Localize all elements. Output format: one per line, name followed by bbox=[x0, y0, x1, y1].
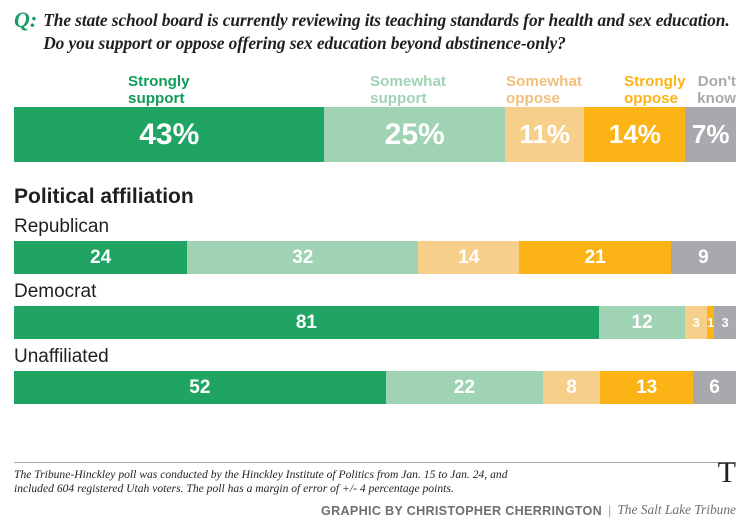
democrat-seg-somewhat-support: 12 bbox=[599, 306, 686, 339]
unaffiliated-stacked-bar bbox=[14, 371, 736, 404]
tribune-logo-icon: T bbox=[717, 456, 736, 489]
question-block bbox=[14, 0, 736, 59]
overall-seg-strongly-oppose: 14% bbox=[584, 107, 685, 162]
republican-stacked-bar bbox=[14, 241, 736, 274]
overall-seg-strongly-support: 43% bbox=[14, 107, 324, 162]
republican-seg-strongly-support: 24 bbox=[14, 241, 187, 274]
unaffiliated-seg-strongly-support: 52 bbox=[14, 371, 386, 404]
legend-item-somewhat-support: Somewhat support bbox=[370, 73, 446, 107]
publication-name: The Salt Lake Tribune bbox=[617, 502, 736, 517]
republican-seg-somewhat-oppose: 14 bbox=[418, 241, 519, 274]
footer bbox=[14, 456, 736, 518]
methodology-note: The Tribune-Hinckley poll was conducted by the Hinckley Institute of Politics from Jan. 15 to Jan. 24, and included 604 registered Utah voters. The poll has a margin of error of +/- 4 percentage points. bbox=[14, 468, 508, 495]
legend-item-dont-know: Don't know bbox=[697, 73, 736, 107]
group-label-democrat: Democrat bbox=[14, 281, 97, 302]
credit-separator: | bbox=[608, 504, 612, 518]
democrat-seg-strongly-oppose: 1 bbox=[707, 306, 714, 339]
question-text: The state school board is currently reviewing its teaching standards for health and sex education. Do you support or oppose offering sex education beyond abstinence-only? bbox=[43, 10, 730, 53]
section-title: Political affiliation bbox=[14, 185, 194, 208]
unaffiliated-seg-somewhat-support: 22 bbox=[386, 371, 543, 404]
unaffiliated-seg-strongly-oppose: 13 bbox=[600, 371, 693, 404]
republican-seg-somewhat-support: 32 bbox=[187, 241, 418, 274]
question-marker: Q: bbox=[14, 7, 38, 32]
unaffiliated-seg-somewhat-oppose: 8 bbox=[543, 371, 600, 404]
democrat-seg-somewhat-oppose: 3 bbox=[685, 306, 707, 339]
footer-divider bbox=[14, 462, 736, 463]
democrat-seg-strongly-support: 81 bbox=[14, 306, 599, 339]
republican-seg-strongly-oppose: 21 bbox=[519, 241, 671, 274]
republican-seg-dont-know: 9 bbox=[671, 241, 736, 274]
legend-item-strongly-support: Strongly support bbox=[128, 73, 190, 107]
overall-seg-somewhat-support: 25% bbox=[324, 107, 505, 162]
legend bbox=[14, 61, 736, 107]
unaffiliated-seg-dont-know: 6 bbox=[693, 371, 736, 404]
legend-item-strongly-oppose: Strongly oppose bbox=[624, 73, 686, 107]
democrat-stacked-bar bbox=[14, 306, 736, 339]
credit-row bbox=[14, 502, 736, 518]
overall-seg-dont-know: 7% bbox=[685, 107, 736, 162]
democrat-seg-dont-know: 3 bbox=[714, 306, 736, 339]
legend-item-somewhat-oppose: Somewhat oppose bbox=[506, 73, 582, 107]
graphic-credit: GRAPHIC BY CHRISTOPHER CHERRINGTON bbox=[321, 504, 603, 518]
overall-seg-somewhat-oppose: 11% bbox=[505, 107, 584, 162]
overall-stacked-bar bbox=[14, 107, 736, 162]
group-label-republican: Republican bbox=[14, 216, 110, 237]
group-label-unaffiliated: Unaffiliated bbox=[14, 346, 109, 367]
